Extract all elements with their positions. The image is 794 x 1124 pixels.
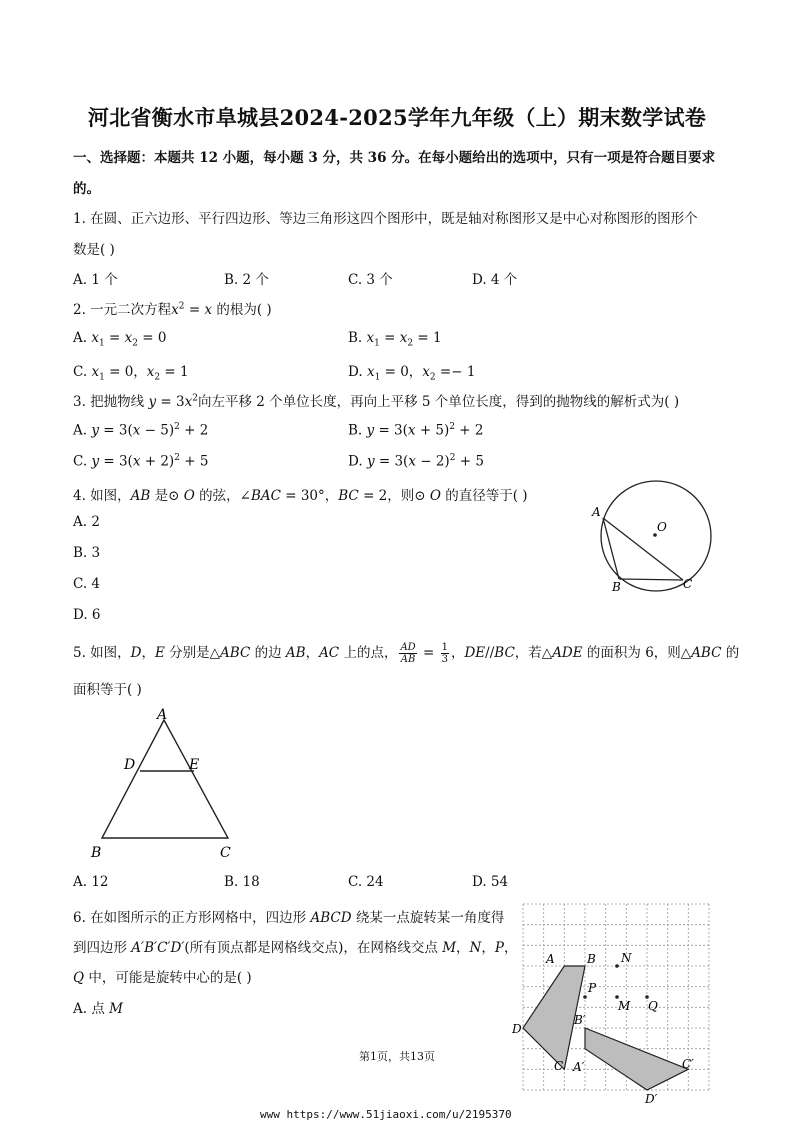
- q2-option-b: B. $x_1 = x_2 = 1$: [348, 330, 442, 349]
- q4-option-a: A. 2: [73, 514, 100, 530]
- q1-option-d: D. 4 个: [472, 272, 518, 288]
- q2-option-d: D. $x_1 = 0$，$x_2 =- 1$: [348, 364, 476, 383]
- section1-heading-line1: 一、选择题：本题共 12 小题，每小题 3 分，共 36 分。在每小题给出的选项中，只有一项是符合题目要求: [73, 150, 716, 166]
- label-a: A: [157, 707, 168, 723]
- q1-stem-line1: 1. 在圆、正六边形、平行四边形、等边三角形这四个图形中，既是轴对称图形又是中心对称图形的图形个: [73, 211, 698, 227]
- label-b: B: [91, 845, 102, 861]
- q3-option-b: B. $y = 3(x + 5)^2 + 2$: [348, 422, 484, 439]
- q1-stem-line2: 数是( ): [73, 242, 115, 258]
- chord-ab: [603, 518, 619, 579]
- point-n: [615, 964, 619, 968]
- label-d: D: [124, 757, 136, 773]
- chord-bc: [619, 579, 683, 580]
- q6-stem-line3: Q 中，可能是旋转中心的是( ): [73, 970, 252, 986]
- q5-option-d: D. 54: [472, 874, 509, 890]
- label-d: D: [512, 1022, 522, 1036]
- section1-heading-line2: 的。: [73, 181, 100, 197]
- q1-option-c: C. 3 个: [348, 272, 393, 288]
- q5-stem-line2: 面积等于( ): [73, 682, 142, 698]
- q6-option-a: A. 点 M: [73, 1001, 123, 1017]
- q4-option-d: D. 6: [73, 607, 101, 623]
- q3-stem: 3. 把抛物线 $y = 3x^2$向左平移 2 个单位长度，再向上平移 5 个单位长度，得到的抛物线的解析式为( ): [73, 393, 680, 410]
- label-c: C: [554, 1059, 564, 1073]
- q2-option-c: C. $x_1 = 0$，$x_2 = 1$: [73, 364, 189, 383]
- q4-option-b: B. 3: [73, 545, 101, 561]
- q5-triangle-figure: [88, 706, 248, 864]
- q3-option-c: C. $y = 3(x + 2)^2 + 5$: [73, 453, 209, 470]
- label-d-prime: D′: [645, 1092, 658, 1106]
- q5-stem-line1: 5. 如图，D，E 分别是△ABC 的边 AB，AC 上的点， $\frac{AD}{AB}$ = $\frac{1}{3}$ ，DE//BC，若△ADE 的面积为 6，则△ABC 的: [73, 642, 740, 665]
- label-c: C: [220, 845, 231, 861]
- q4-stem: 4. 如图，AB 是⊙ O 的弦，∠BAC = 30°，BC = 2，则⊙ O 的直径等于( ): [73, 488, 528, 504]
- label-o: O: [657, 520, 667, 534]
- triangle-abc: [102, 720, 228, 838]
- label-b: B: [587, 952, 596, 966]
- chord-ac: [603, 518, 683, 580]
- page-title: 河北省衡水市阜城县2024-2025学年九年级（上）期末数学试卷: [87, 105, 707, 130]
- q6-grid-figure: [507, 900, 717, 1110]
- q1-option-a: A. 1 个: [73, 272, 118, 288]
- label-m: M: [618, 999, 631, 1013]
- label-c-prime: C′: [682, 1057, 694, 1071]
- point-p: [583, 995, 587, 999]
- q6-stem-line1: 6. 在如图所示的正方形网格中，四边形 ABCD 绕某一点旋转某一角度得: [73, 910, 505, 926]
- page-footer: 第1页，共13页: [359, 1050, 435, 1063]
- q5-option-c: C. 24: [348, 874, 384, 890]
- label-b-prime: B′: [574, 1013, 586, 1027]
- q4-option-c: C. 4: [73, 576, 101, 592]
- label-a-prime: A′: [573, 1060, 585, 1074]
- q5-option-b: B. 18: [224, 874, 260, 890]
- q2-stem: 2. 一元二次方程$x^2 = x$ 的根为( ): [73, 301, 272, 318]
- label-b: B: [612, 580, 621, 594]
- label-a: A: [546, 952, 555, 966]
- label-p: P: [588, 981, 597, 995]
- label-n: N: [621, 951, 632, 965]
- label-c: C: [683, 577, 693, 591]
- q2-option-a: A. $x_1 = x_2 = 0$: [73, 330, 167, 349]
- label-e: E: [189, 757, 200, 773]
- q3-option-a: A. $y = 3(x - 5)^2 + 2$: [73, 422, 209, 439]
- q3-option-d: D. $y = 3(x - 2)^2 + 5$: [348, 453, 484, 470]
- q1-option-b: B. 2 个: [224, 272, 269, 288]
- q5-option-a: A. 12: [73, 874, 109, 890]
- fraction-one-third: $\frac{1}{3}$: [441, 642, 448, 665]
- q6-stem-line2: 到四边形 A′B′C′D′(所有顶点都是网格线交点)，在网格线交点 M，N，P，: [73, 940, 518, 956]
- label-a: A: [592, 505, 601, 519]
- q4-circle-figure: [590, 478, 720, 598]
- fraction-ad-ab: $\frac{AD}{AB}$: [400, 642, 416, 665]
- label-q: Q: [648, 999, 658, 1013]
- watermark-url: www https://www.51jiaoxi.com/u/2195370: [260, 1108, 512, 1121]
